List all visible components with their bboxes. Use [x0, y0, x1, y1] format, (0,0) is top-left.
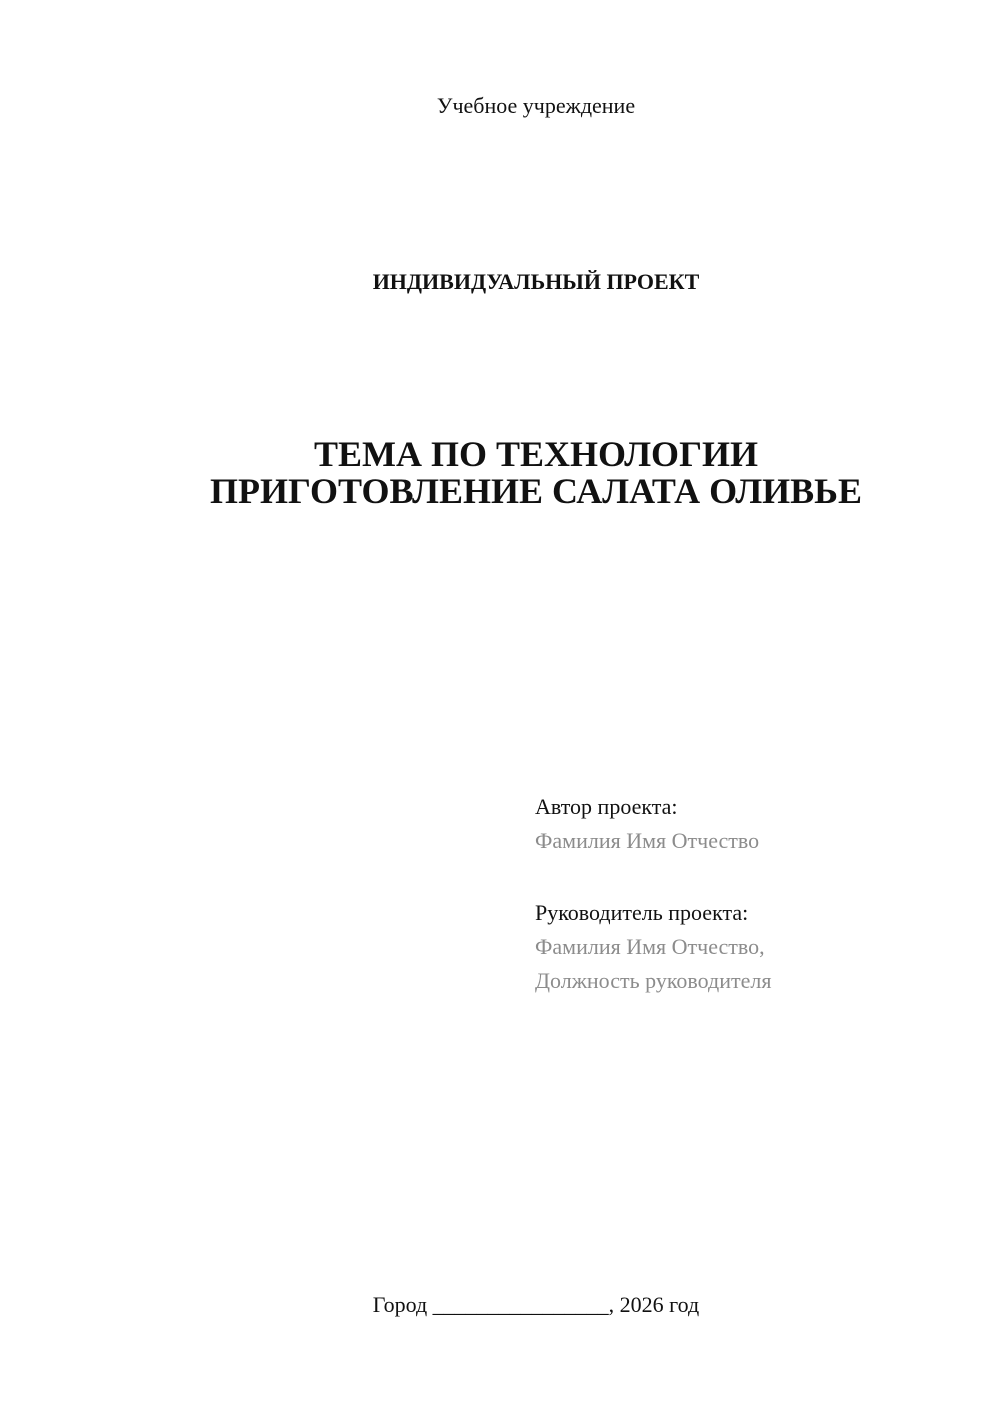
project-title	[0, 436, 1000, 510]
project-title-line-1: ТЕМА ПО ТЕХНОЛОГИИ	[314, 434, 758, 474]
info-spacer	[535, 858, 771, 896]
author-label: Автор проекта:	[535, 794, 678, 819]
supervisor-name-placeholder: Фамилия Имя Отчество,	[535, 934, 765, 959]
institution-name: Учебное учреждение	[436, 93, 636, 118]
supervisor-label: Руководитель проекта:	[535, 900, 749, 925]
supervisor-position-placeholder: Должность руководителя	[535, 968, 772, 993]
project-info-block	[535, 790, 771, 998]
project-title-line-2: ПРИГОТОВЛЕНИЕ САЛАТА ОЛИВЬЕ	[210, 471, 862, 511]
author-name-placeholder: Фамилия Имя Отчество	[535, 828, 760, 853]
project-type-heading: ИНДИВИДУАЛЬНЫЙ ПРОЕКТ	[372, 269, 700, 294]
city-year-footer: Город ________________, 2026 год	[372, 1292, 700, 1317]
